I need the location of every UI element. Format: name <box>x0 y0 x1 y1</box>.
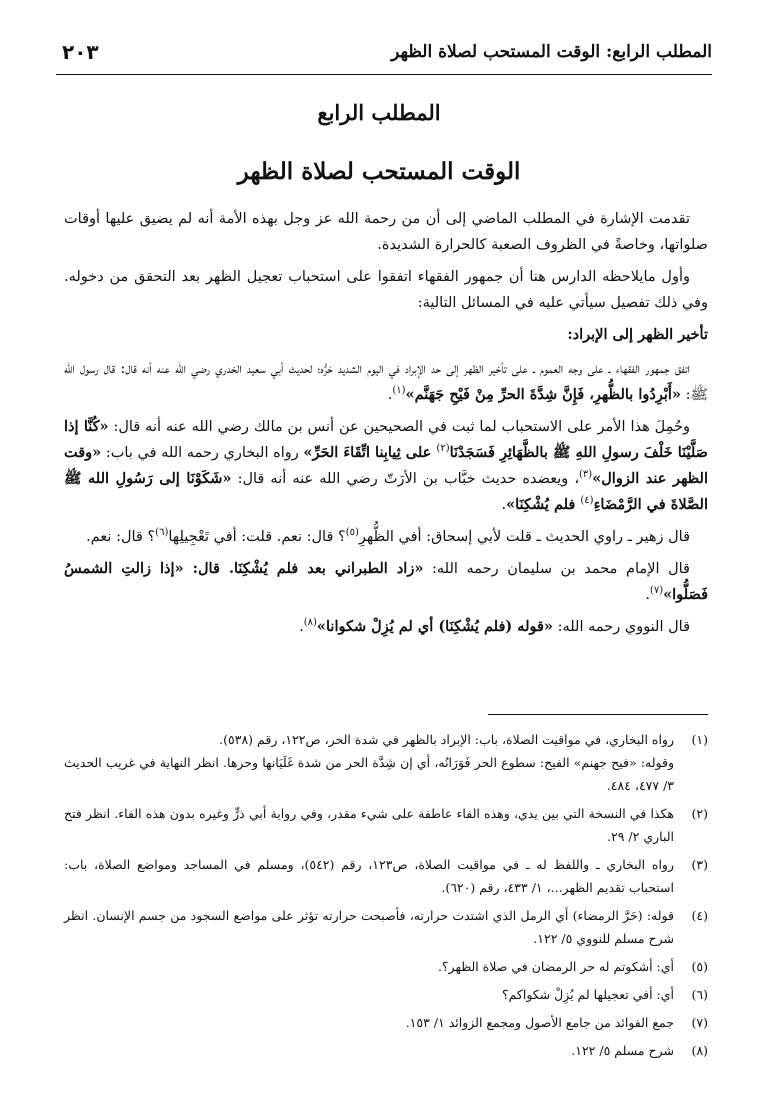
footnote-number: (٨) <box>691 1043 708 1058</box>
commentary-quote: «قوله (فلم يُشْكِنَا) أي لم يُزِلْ شكوانا» <box>316 618 553 635</box>
text-run: ؟ قال: نعم. <box>86 529 156 545</box>
paragraph-7 <box>64 614 708 640</box>
page-number: ٢٠٣ <box>62 40 99 64</box>
text-run: قال النووي رحمه الله: <box>552 619 690 635</box>
footnote-text <box>64 1011 674 1034</box>
subheading: تأخير الظهر إلى الإبراد: <box>567 326 708 343</box>
footnote <box>64 728 708 797</box>
paragraph-2: وأول مايلاحظه الدارس هنا أن جمهور الفقهاء اتفقوا على استحباب تعجيل الظهر بعد التحقق من دخوله. وفي ذلك تفصيل سيأتي عليه في المسائل التالية: <box>64 269 708 311</box>
text-run: ، ويعضده حديث خبَّاب بن الأرَتّ رضي الله عنه أنه قال: <box>231 471 580 487</box>
main-text <box>64 206 708 646</box>
hadith-quote: «شَكَوْنَا إلى رَسُولِ الله ﷺ الصَّلاةَ في الرَّمْضَاءِ <box>64 470 708 513</box>
footnote-ref: (٧) <box>649 585 664 597</box>
footnote <box>64 802 708 848</box>
footnote-text <box>64 1039 674 1062</box>
footnote-number: (٣) <box>691 857 708 872</box>
footnote-ref: (٢) <box>436 443 450 455</box>
footnote-text <box>64 853 674 899</box>
footnote <box>64 955 708 978</box>
footnote-number: (٢) <box>691 806 708 821</box>
running-title: المطلب الرابع: الوقت المستحب لصلاة الظهر <box>391 42 712 62</box>
paragraph-3 <box>64 356 708 408</box>
hadith-quote: على ثِيابِنا اتِّقَاءَ الحَرِّ» <box>303 444 437 461</box>
text-run: وحُمِلَ هذا الأمر على الاستحباب لما ثبت في الصحيحين عن أنس بن مالك رضي الله عنه أنه قال: <box>108 419 690 435</box>
footnote-number: (٦) <box>691 987 708 1002</box>
text-run: . <box>299 619 304 635</box>
footnote-ref: (٨) <box>303 617 317 629</box>
footnote <box>64 1011 708 1034</box>
paragraph-5 <box>64 524 708 550</box>
page-header <box>56 40 712 75</box>
paragraph-4 <box>64 414 708 518</box>
text-run: ؟ قال: نعم. قلت: أفي تَعْجِيلِها <box>168 529 346 545</box>
footnote-number: (١) <box>691 732 708 747</box>
hadith-quote: فلم يُشْكِنَا» <box>506 496 581 513</box>
footnote-line: رواه البخاري، في مواقيت الصلاة، باب: الإبراد بالظهر في شدة الحر، ص١٢٢، رقم (٥٣٨). <box>219 732 674 747</box>
footnote-line: شرح مسلم ٥/ ١٢٢. <box>571 1043 674 1058</box>
footnote-ref: (١) <box>392 385 406 397</box>
text-run: . <box>645 587 650 603</box>
text-run: . <box>387 387 393 403</box>
footnote-line: وقوله: «فيح جهنم» الفيح: سطوع الحر فَوَرَانُه، أي إن شِدَّة الحر من شدة غَلَيَانها وحرها. انظر النهاية في غريب الحديث ٣/ ٤٧٧، ٤٨٤. <box>64 755 674 793</box>
footnote-ref: (٣) <box>579 469 593 481</box>
footnote-ref: (٥) <box>345 527 359 539</box>
footnote-ref: (٤) <box>580 495 594 507</box>
footnote-text <box>64 904 674 950</box>
section-heading: المطلب الرابع <box>317 100 441 125</box>
footnote <box>64 1039 708 1062</box>
footnote-line: قوله: (حَرَّ الرمضاء) أي الرمل الذي اشتدت حرارته، فأصبحت حرارته تؤثر على مواضع السجود من جسم الإنسان. انظر شرح مسلم للنووي ٥/ ١٢٢. <box>64 908 674 946</box>
text-run: رواه البخاري رحمه الله في باب: <box>101 445 304 461</box>
footnote <box>64 983 708 1006</box>
footnote-text <box>64 728 674 797</box>
page-title: الوقت المستحب لصلاة الظهر <box>237 158 521 185</box>
hadith-quote: «زاد الطبراني بعد فلم يُشْكِنَا. قال: «إذا زالتِ الشمسُ فَصَلُّوا» <box>64 560 708 603</box>
footnote-text <box>64 955 674 978</box>
footnote-divider <box>488 714 708 715</box>
footnote-line: أي: أشكوتم له حر الرمضان في صلاة الظهر؟. <box>437 959 674 974</box>
footnote-text <box>64 802 674 848</box>
footnote-line: هكذا في النسخة التي بين يدي، وهذه الفاء عاطفة على شيء مقدر، وفي رواية أبي ذرٍّ وغيره بدون هذه الفاء. انظر فتح الباري ٢/ ٢٩. <box>64 806 674 844</box>
footnote-number: (٥) <box>691 959 708 974</box>
footnote-text <box>64 983 674 1006</box>
footnote-number: (٤) <box>691 908 708 923</box>
text-run: . <box>501 497 507 513</box>
paragraph-6 <box>64 556 708 608</box>
footnote-ref: (٦) <box>155 527 169 539</box>
chapter-title: «وقت الظهر عند الزوال» <box>64 444 708 487</box>
footnote-number: (٧) <box>691 1015 708 1030</box>
footnote-line: أي: أفي تعجيلها لم يُزِلْ شكواكم؟ <box>501 987 674 1002</box>
footnote-line: جمع الفوائد من جامع الأصول ومجمع الزوائد ١/ ١٥٣. <box>405 1015 674 1030</box>
hadith-quote: «كُنَّا إذا صَلَّيْنَا خَلْفَ رسولِ اللهِ ﷺ بالظَّهَائِرِ فَسَجَدْنَا <box>64 418 708 461</box>
footnote <box>64 853 708 899</box>
footnotes <box>64 728 708 1067</box>
text-run: اتفق جمهور الفقهاء ـ على وجه العموم ـ على تأخير الظهر إلى حد الإبراد في اليوم الشديد حَرُّه؛ لحديث أبي سعيد الخدري رضي الله عنه أنه قال: قال رسول الله ﷺ: <box>64 361 708 403</box>
text-run: قال الإمام محمد بن سليمان رحمه الله: <box>423 561 690 577</box>
text-run: قال زهير ـ راوي الحديث ـ قلت لأبي إسحاق: أفي الظُّهرِ <box>358 529 690 545</box>
footnote <box>64 904 708 950</box>
footnote-line: رواه البخاري ـ واللفظ له ـ في مواقيت الصلاة، ص١٢٣، رقم (٥٤٢)، ومسلم في المساجد ومواضع الصلاة، باب: استحباب تقديم الظهر...، ١/ ٤٣٣، رقم (٦٢٠). <box>64 857 674 895</box>
hadith-quote: «أَبْرِدُوا بالظُّهرِ، فَإِنَّ شِدَّةَ الحرِّ مِنْ فَيْحِ جَهَنَّم» <box>405 386 681 403</box>
paragraph-1: تقدمت الإشارة في المطلب الماضي إلى أن من رحمة الله عز وجل بهذه الأمة أنه لم يضيق عليها أوقات صلواتها، وخاصةً في الظروف الصعبة كالحرارة الشديدة. <box>64 211 708 253</box>
